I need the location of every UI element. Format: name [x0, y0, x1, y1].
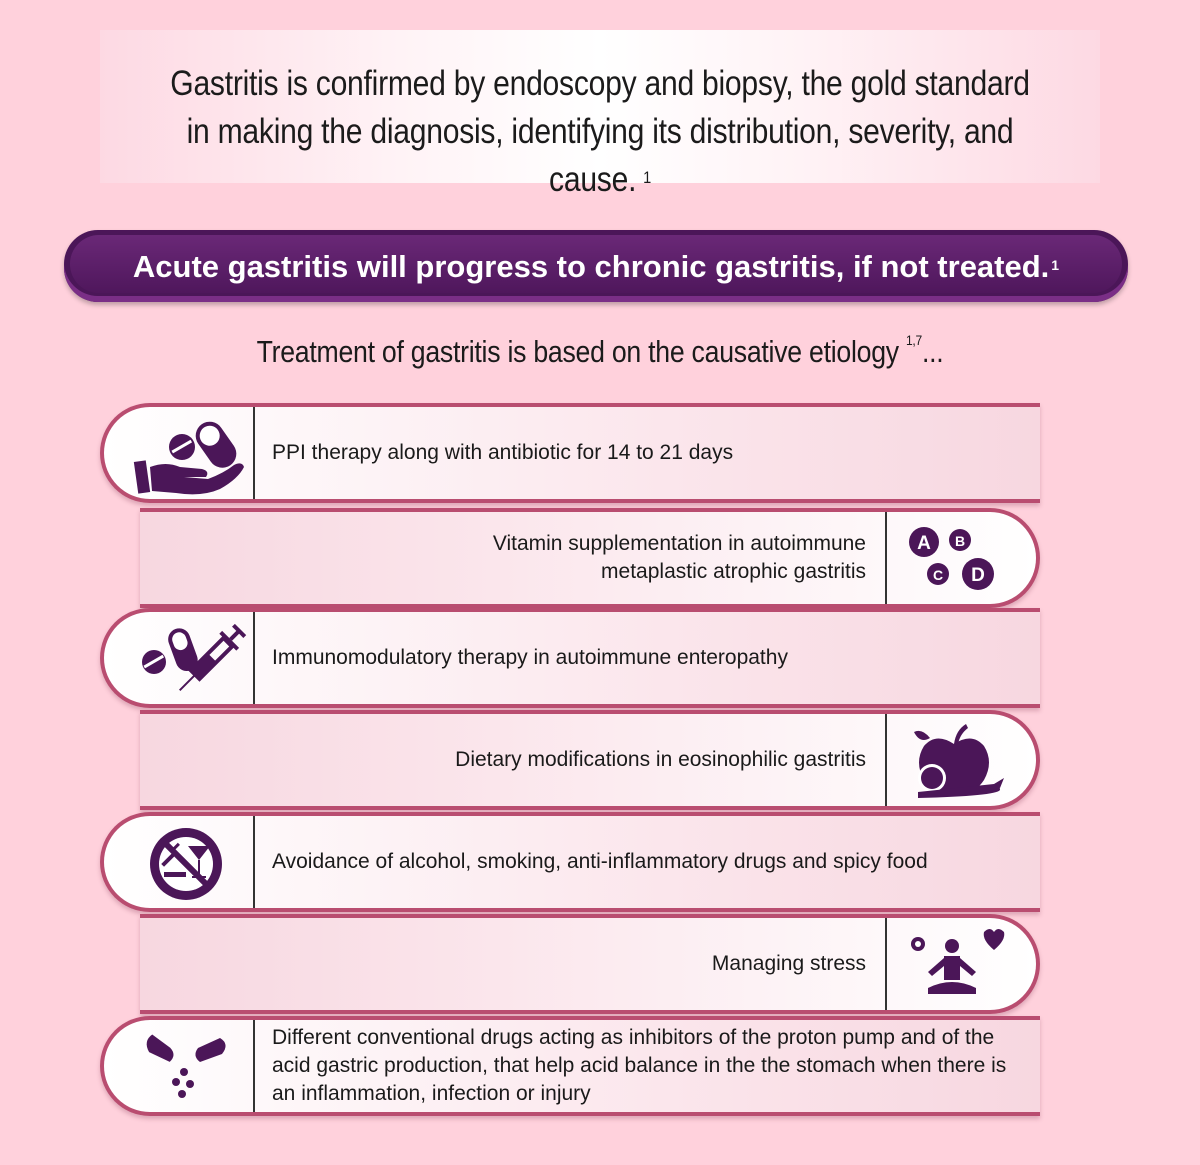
row-divider — [253, 1020, 255, 1112]
svg-text:D: D — [971, 565, 985, 586]
treatment-text: Different conventional drugs acting as inhibitors of the proton pump and of the acid gastric production, that help acid balance in the the stomach when there is an inflammation, infection or injury — [272, 1026, 1007, 1105]
treatment-text: Avoidance of alcohol, smoking, anti-inflammatory drugs and spicy food — [272, 850, 928, 873]
open-capsule-icon — [124, 1024, 254, 1112]
banner-text: Acute gastritis will progress to chronic gastritis, if not treated. — [132, 249, 1050, 284]
subtitle-text: Treatment of gastritis is based on the causative etiology — [256, 334, 899, 369]
treatment-text: Vitamin supplementation in autoimmune metaplastic atrophic gastritis — [492, 532, 866, 583]
row-divider — [885, 714, 887, 806]
treatment-text: Immunomodulatory therapy in autoimmune enteropathy — [272, 646, 788, 669]
treatment-row-avoidance — [100, 812, 1040, 912]
row-divider — [253, 816, 255, 908]
treatment-row-dietary — [140, 710, 1040, 810]
fruits-vegetables-icon — [896, 718, 1026, 806]
meditation-icon — [896, 922, 1026, 1010]
diagnosis-text: Gastritis is confirmed by endoscopy and biopsy, the gold standard in making the diagnosis, identifying its distribution, severity, and cause. — [170, 64, 1030, 199]
row-divider — [253, 407, 255, 499]
treatment-subtitle — [84, 334, 1116, 370]
treatment-row-vitamins — [140, 508, 1040, 608]
diagnosis-box — [100, 30, 1100, 199]
prohibited-substances-icon — [124, 820, 254, 908]
treatment-row-immunomodulatory — [100, 608, 1040, 708]
banner-statement — [64, 247, 1128, 287]
treatment-row-ppi — [100, 403, 1040, 503]
treatment-row-conventional-drugs — [100, 1016, 1040, 1116]
treatment-row-stress — [140, 914, 1040, 1014]
subtitle-reference: 1,7 — [905, 332, 922, 348]
progression-banner — [64, 230, 1128, 302]
diagnosis-statement — [170, 60, 1030, 204]
banner-reference: 1 — [1051, 257, 1060, 273]
treatment-text: Dietary modifications in eosinophilic gastritis — [455, 748, 866, 771]
treatment-text: Managing stress — [711, 952, 866, 975]
svg-text:C: C — [932, 567, 944, 583]
diagnosis-reference: 1 — [643, 168, 651, 187]
treatment-text: PPI therapy along with antibiotic for 14 to 21 days — [272, 441, 734, 464]
hand-with-pills-icon — [124, 411, 254, 499]
row-divider — [885, 512, 887, 604]
row-divider — [253, 612, 255, 704]
row-divider — [885, 918, 887, 1010]
svg-text:B: B — [954, 533, 966, 549]
vitamins-abcd-icon — [896, 516, 1026, 604]
subtitle-ellipsis: ... — [921, 334, 944, 369]
svg-text:A: A — [917, 533, 931, 554]
pills-and-syringe-icon — [124, 616, 254, 704]
